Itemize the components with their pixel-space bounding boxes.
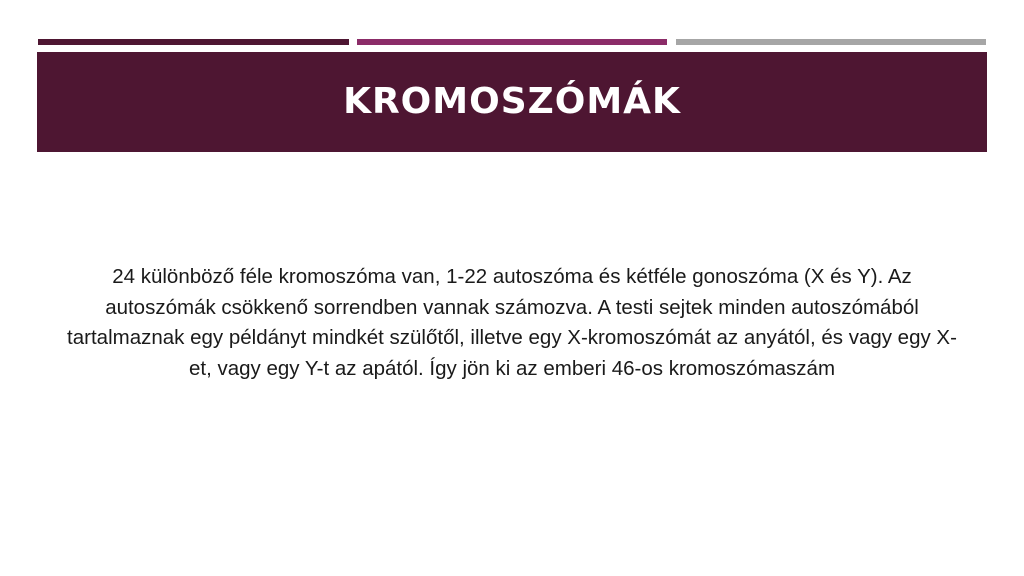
accent-bar-magenta <box>357 39 667 45</box>
title-band <box>37 52 987 152</box>
slide-body-text: 24 különböző féle kromoszóma van, 1-22 autoszóma és kétféle gonoszóma (X és Y). Az autoszómák csökkenő sorrendben vannak számozva. A testi sejtek minden autoszómából tartalmaznak egy példányt mindkét szülőtől, illetve egy X-kromoszómát az anyától, és vagy egy X-et, vagy egy Y-t az apától. Így jön ki az emberi 46-os kromoszómaszám <box>67 265 957 380</box>
accent-bar-dark <box>38 39 349 45</box>
slide-title: KROMOSZÓMÁK <box>343 81 681 122</box>
accent-bar-gray <box>676 39 986 45</box>
